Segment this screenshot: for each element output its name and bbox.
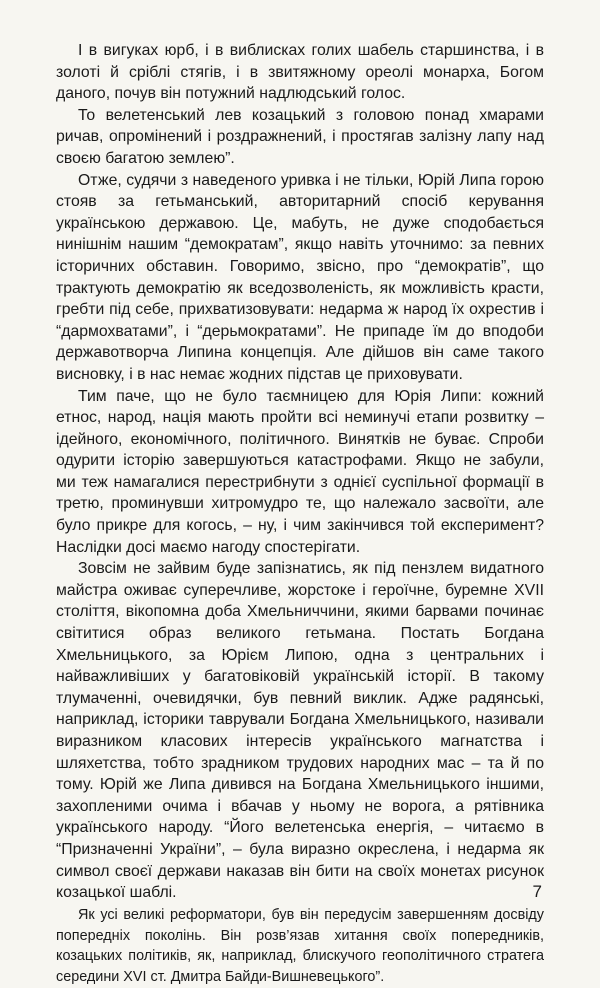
paragraph-6: Як усі великі реформатори, був він передусім завершенням досвіду попередніх поколінь. Він розв’язав хитання своїх попередників, козацьких політиків, як, наприклад, блискучого геополітичного стратега середини XVI ст. Дмитра Байди-Вишневецького”. (56, 906, 544, 986)
paragraph-1: І в вигуках юрб, і в виблисках голих шабель старшинства, і в золоті й сріблі стягів, і в звитяжному ореолі монарха, Богом даного, почув він потужний надлюдський голос. (56, 42, 544, 103)
paragraph-5: Зовсім не зайвим буде запізнатись, як під пензлем видатного майстра оживає суперечливе, жорстоке і героїчне, буремне XVII століття, вікопомна доба Хмельниччини, якими барвами починає світитися образ великого гетьмана. Постать Богдана Хмельницького, за Юрієм Липою, одна з центральних і найважливіших у багатовіковій українській історії. В такому тлумаченні, очевидячки, був певний виклик. Адже радянські, наприклад, історики таврували Богдана Хмельницького, називали виразником класових інтересів українського магнатства і шляхетства, тобто зрадником трудових народних мас – та й по тому. Юрій же Липа дивився на Богдана Хмельницького іншими, захопленими очима і вбачав у ньому не ворога, а рятівника українського народу. “Його велетенська енергія, – читаємо в “Призначенні України”, – була виразно окреслена, і недарма як символ своєї держави наказав він бити на своїх монетах рисунок козацької шаблі. (56, 560, 544, 902)
body-text (56, 40, 544, 988)
page-number: 7 (532, 882, 542, 901)
paragraph-3: Отже, судячи з наведеного уривка і не тільки, Юрій Липа горою стояв за гетьманський, авторитарний спосіб керування українською державою. Це, мабуть, не дуже сподобається нинішнім нашим “демократам”, якщо навіть уточнимо: за певних історичних обставин. Говоримо, звісно, про “демократів”, що трактують демократію як вседозволеність, як можливість красти, гребти під себе, прихватизовувати: недарма ж народ їх охрестив і “дармохватами”, і “дерьмократами”. Не припаде їм до вподоби державотворча Липина концепція. Але дійшов він саме такого висновку, і в нас немає жодних підстав це приховувати. (56, 171, 544, 383)
paragraph-4: Тим паче, що не було таємницею для Юрія Липи: кожний етнос, народ, нація мають пройти всі неминучі етапи розвитку – ідейного, економічного, політичного. Винятків не буває. Спроби одурити історію завершуються катастрофами. Якщо не забули, ми теж намагалися перестрибнути з однієї суспільної формації в третю, проминувши хитромудро те, що належало засвоїти, але було прикре для когось, – ну, і чим закінчився той експеримент? Наслідки досі маємо нагоду спостерігати. (56, 387, 544, 556)
paragraph-2: То велетенський лев козацький з головою понад хмарами ричав, опромінений і роздражнений, і простягав залізну лапу над своєю багатою землею”. (56, 106, 544, 167)
